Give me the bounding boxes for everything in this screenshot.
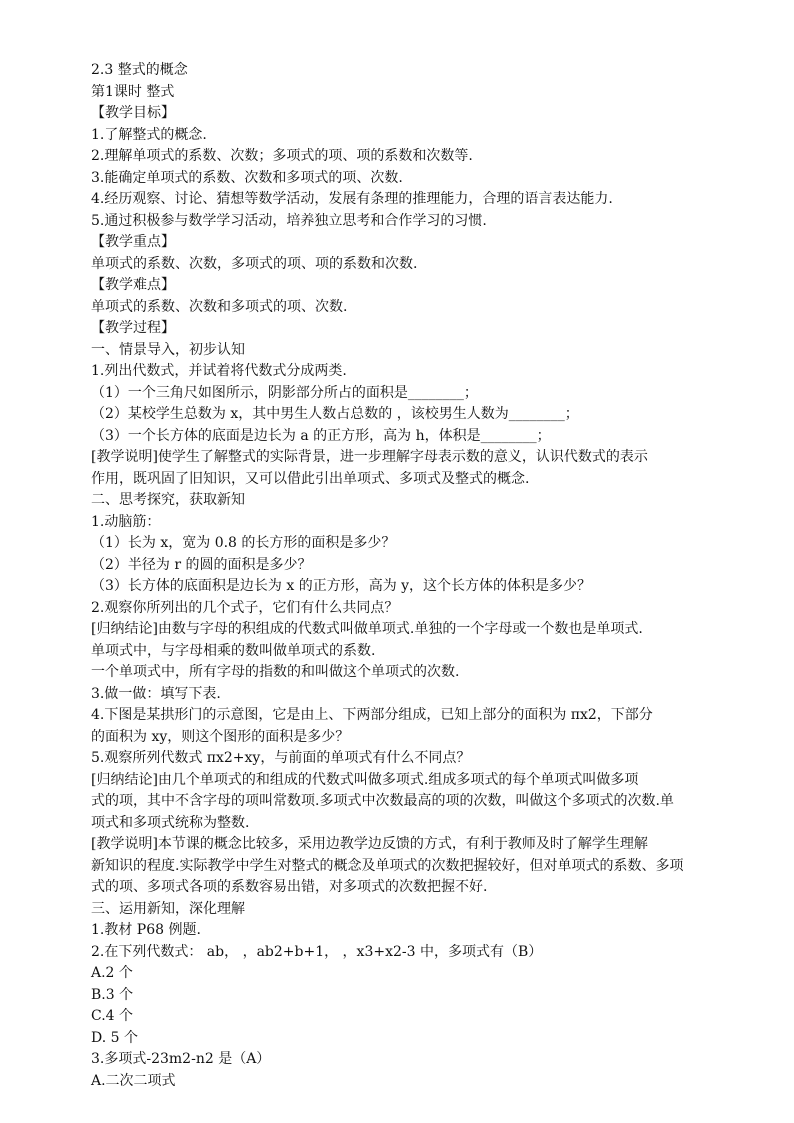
text-line: 单项式的系数、次数，多项式的项、项的系数和次数. [91, 255, 418, 272]
text-line: 新知识的程度.实际教学中学生对整式的概念及单项式的次数把握较好，但对单项式的系数、多项 [91, 857, 684, 874]
heading-objectives: 【教学目标】 [91, 105, 175, 121]
text-line: 1.动脑筋： [91, 513, 161, 530]
text-line: （1）一个三角尺如图所示，阴影部分所占的面积是________； [91, 384, 478, 401]
text-line: 作用，既巩固了旧知识，又可以借此引出单项式、多项式及整式的概念. [91, 470, 530, 487]
heading-difficulties: 【教学难点】 [91, 277, 175, 293]
text-line: 的面积为 xy，则这个图形的面积是多少？ [91, 728, 350, 745]
text-line: 3.多项式-23m2-n2 是（A） [91, 1051, 271, 1067]
option-line: A.2 个 [91, 965, 133, 981]
text-line: （3）一个长方体的底面是边长为 a 的正方形，高为 h，体积是________； [91, 427, 551, 444]
subheading: 三、运用新知，深化理解 [91, 900, 245, 917]
heading-key-points: 【教学重点】 [91, 234, 175, 250]
text-line: 4.下图是某拱形门的示意图，它是由上、下两部分组成，已知上部分的面积为 πx2，下部分 [91, 707, 653, 723]
text-line: 1.了解整式的概念. [91, 126, 207, 143]
option-line: A.二次二项式 [91, 1072, 176, 1089]
subheading: 二、思考探究，获取新知 [91, 492, 245, 508]
option-line: B.3 个 [91, 986, 134, 1003]
text-line: 5.通过积极参与数学学习活动，培养独立思考和合作学习的习惯. [91, 212, 487, 229]
text-line: 2.观察你所列出的几个式子，它们有什么共同点？ [91, 599, 399, 616]
text-line: 项式和多项式统称为整数. [91, 814, 250, 831]
document-body [91, 60, 697, 1092]
heading-process: 【教学过程】 [91, 320, 175, 336]
text-line: 5.观察所列代数式 πx2+xy，与前面的单项式有什么不同点？ [91, 750, 471, 766]
text-line: （1）长为 x，宽为 0.8 的长方形的面积是多少？ [91, 535, 396, 551]
option-line: D. 5 个 [91, 1029, 138, 1046]
subheading: 一、情景导入，初步认知 [91, 341, 245, 358]
text-line: [归纳结论]由数与字母的积组成的代数式叫做单项式.单独的一个字母或一个数也是单项式. [91, 621, 643, 637]
text-line: 1.教材 P68 例题. [91, 922, 201, 938]
text-line: [教学说明]本节课的概念比较多，采用边教学边反馈的方式，有利于教师及时了解学生理解 [91, 836, 648, 852]
text-line: 一个单项式中，所有字母的指数的和叫做这个单项式的次数. [91, 664, 460, 680]
text-line: 1.列出代数式，并试着将代数式分成两类. [91, 363, 347, 379]
text-line: [归纳结论]由几个单项式的和组成的代数式叫做多项式.组成多项式的每个单项式叫做多项 [91, 771, 639, 788]
option-line: C.4 个 [91, 1008, 134, 1024]
text-line: 2.在下列代数式： ab， ，ab2+b+1， ，x3+x2-3 中，多项式有（B） [91, 943, 543, 960]
text-line: [教学说明]使学生了解整式的实际背景，进一步理解字母表示数的意义，认识代数式的表示 [91, 449, 648, 465]
lesson-title: 第1课时 整式 [91, 83, 175, 100]
text-line: 2.理解单项式的系数、次数；多项式的项、项的系数和次数等. [91, 148, 473, 164]
text-line: 3.做一做：填写下表. [91, 685, 221, 702]
text-line: （2）半径为 r 的圆的面积是多少？ [91, 556, 312, 573]
text-line: 单项式的系数、次数和多项式的项、次数. [91, 298, 348, 315]
text-line: 式的项，其中不含字母的项叫常数项.多项式中次数最高的项的次数，叫做这个多项式的次数.单 [91, 793, 674, 809]
text-line: （2）某校学生总数为 x，其中男生人数占总数的 ，该校男生人数为________； [91, 406, 579, 422]
section-title: 2.3 整式的概念 [91, 62, 188, 78]
text-line: 4.经历观察、讨论、猜想等数学活动，发展有条理的推理能力，合理的语言表达能力. [91, 191, 613, 207]
text-line: 式的项、多项式各项的系数容易出错，对多项式的次数把握不好. [91, 879, 488, 895]
text-line: 3.能确定单项式的系数、次数和多项式的项、次数. [91, 169, 403, 186]
text-line: （3）长方体的底面积是边长为 x 的正方形，高为 y，这个长方体的体积是多少？ [91, 578, 592, 594]
text-line: 单项式中，与字母相乘的数叫做单项式的系数. [91, 642, 376, 659]
